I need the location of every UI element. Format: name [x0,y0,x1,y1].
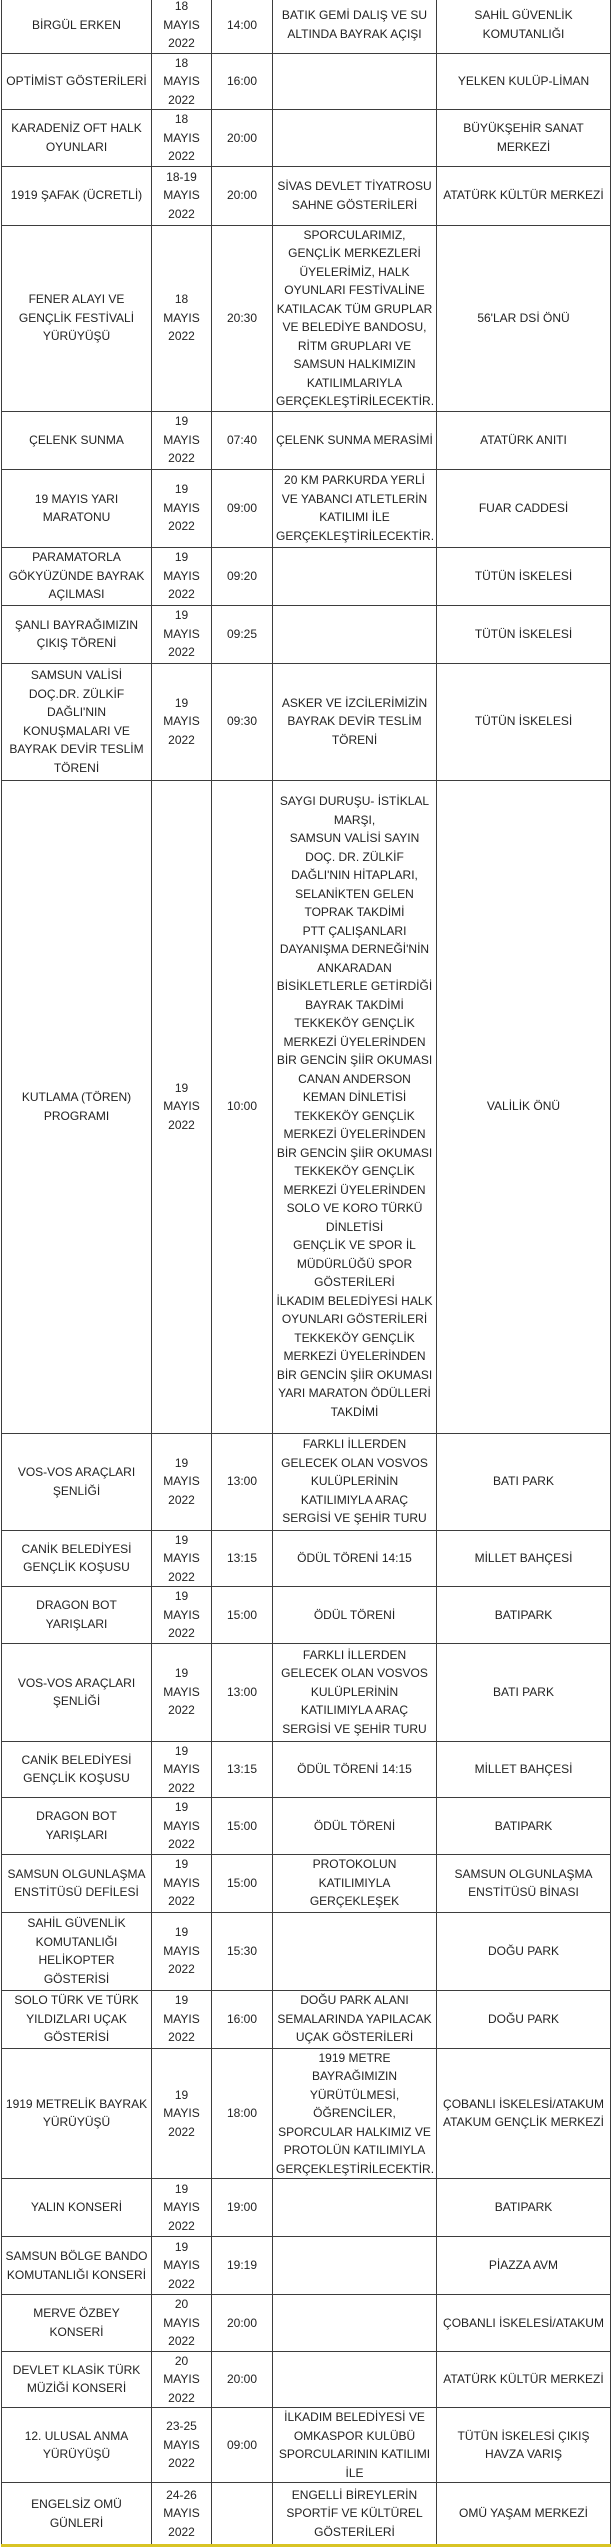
description-cell [273,1433,437,1530]
table-row [2,780,611,1433]
description-cell-text: SİVAS DEVLET TİYATROSU SAHNE GÖSTERİLERİ [277,179,432,212]
place-cell-text: VALİLİK ÖNÜ [486,1099,561,1114]
place-cell [437,2408,611,2483]
event-name-cell [2,1433,152,1530]
time-cell [212,225,273,411]
table-row [2,1587,611,1644]
table-row [2,411,611,469]
description-cell-text: PROTOKOLUN KATILIMIYLA GERÇEKLEŞEK [309,1857,400,1909]
time-cell-text: 13:00 [226,1684,258,1699]
date-cell-text: 19 MAYIS 2022 [163,414,200,466]
time-cell [212,1990,273,2048]
description-cell [273,1912,437,1990]
time-cell-text: 09:30 [226,714,258,729]
event-name-cell-text: SAMSUN BÖLGE BANDO KOMUTANLIĞI KONSERİ [5,2249,148,2282]
time-cell [212,411,273,469]
event-name-cell [2,1798,152,1855]
description-cell-text: BATIK GEMİ DALIŞ VE SU ALTINDA BAYRAK AÇIŞI [281,8,428,41]
date-cell [152,1990,212,2048]
event-name-cell-text: VOS-VOS ARAÇLARI ŞENLİĞİ [17,1465,136,1498]
time-cell [212,1854,273,1912]
date-cell [152,1530,212,1587]
description-cell-text: ÖDÜL TÖRENİ 14:15 [297,1762,412,1776]
place-cell-text: BATI PARK [493,1474,554,1489]
date-cell-text: 18 MAYIS 2022 [163,0,200,50]
time-cell [212,2179,273,2237]
description-cell [273,547,437,605]
place-cell-text: MİLLET BAHÇESİ [474,1762,573,1776]
time-cell [212,1798,273,1855]
place-cell-text: FUAR CADDESİ [478,500,569,515]
table-row [2,166,611,225]
description-cell-text: ASKER VE İZCİLERİMİZİN BAYRAK DEVİR TESLİM TÖRENİ [281,695,428,747]
event-name-cell [2,1912,152,1990]
place-cell-text: OMÜ YAŞAM MERKEZİ [459,2506,588,2521]
description-cell-text: ENGELLİ BİREYLERİN SPORTİF VE KÜLTÜREL GÖSTERİLERİ [286,2487,423,2539]
time-cell [212,469,273,547]
place-cell-text: BATIPARK [494,1818,553,1833]
date-cell-text: 19 MAYIS 2022 [163,1589,200,1640]
date-cell-text: 19 MAYIS 2022 [163,1455,200,1507]
event-name-cell [2,469,152,547]
place-cell [437,1587,611,1644]
date-cell-text: 20 MAYIS 2022 [163,2353,200,2405]
place-cell-text: BATI PARK [493,1684,554,1699]
event-name-cell [2,2483,152,2546]
date-cell-text: 24-26 MAYIS 2022 [163,2487,200,2539]
place-cell [437,2295,611,2352]
date-cell-text: 20 MAYIS 2022 [163,2297,200,2348]
event-name-cell-text: SOLO TÜRK VE TÜRK YILDIZLARI UÇAK GÖSTERİSİ [14,1993,139,2045]
place-cell-text: TÜTÜN İSKELESİ [474,626,573,641]
event-name-cell [2,1741,152,1798]
date-cell [152,110,212,167]
table-row [2,2483,611,2546]
event-name-cell [2,780,152,1433]
description-cell [273,2237,437,2295]
description-cell [273,469,437,547]
date-cell [152,2048,212,2179]
description-cell [273,605,437,663]
date-cell-text: 19 MAYIS 2022 [163,1925,200,1977]
time-cell-text: 20:00 [226,2315,258,2330]
description-cell-text: ÖDÜL TÖRENİ 14:15 [297,1551,412,1565]
place-cell-text: PİAZZA AVM [488,2258,559,2273]
time-cell-text: 15:00 [226,1818,258,1833]
description-cell [273,1587,437,1644]
time-cell [212,1741,273,1798]
description-cell [273,2483,437,2546]
time-cell-text: 09:00 [226,500,258,515]
event-name-cell-text: YALIN KONSERİ [30,2200,123,2215]
table-row [2,225,611,411]
table-row [2,469,611,547]
date-cell-text: 19 MAYIS 2022 [163,2087,200,2139]
event-name-cell [2,2179,152,2237]
time-cell [212,663,273,780]
description-cell-text: ÖDÜL TÖRENİ [313,1607,396,1622]
description-cell-text: FARKLI İLLERDEN GELECEK OLAN VOSVOS KULÜPLERİNİN KATILIMIYLA ARAÇ SERGİSİ VE ŞEHİR TURU [281,1647,428,1736]
date-cell-text: 19 MAYIS 2022 [163,695,200,747]
description-cell [273,0,437,53]
description-cell [273,780,437,1433]
event-name-cell [2,1587,152,1644]
date-cell [152,1587,212,1644]
date-cell-text: 18 MAYIS 2022 [163,55,200,107]
time-cell [212,1587,273,1644]
table-row [2,2179,611,2237]
description-cell [273,1854,437,1912]
event-name-cell-text: DRAGON BOT YARIŞLARI [36,1598,117,1631]
place-cell [437,2483,611,2546]
place-cell [437,1854,611,1912]
time-cell [212,110,273,167]
place-cell-text: 56'LAR DSİ ÖNÜ [477,310,570,325]
event-name-cell-text: SAMSUN OLGUNLAŞMA ENSTİTÜSÜ DEFİLESİ [7,1866,146,1899]
place-cell [437,1912,611,1990]
event-name-cell-text: ŞANLI BAYRAĞIMIZIN ÇIKIŞ TÖRENİ [14,617,139,650]
description-cell [273,2408,437,2483]
time-cell-text: 10:00 [226,1099,258,1114]
place-cell [437,1741,611,1798]
date-cell [152,1912,212,1990]
time-cell-text: 20:00 [226,2372,258,2386]
place-cell [437,547,611,605]
description-cell [273,2048,437,2179]
date-cell [152,780,212,1433]
place-cell [437,605,611,663]
event-name-cell-text: KARADENİZ OFT HALK OYUNLARI [11,121,142,154]
description-cell [273,53,437,110]
place-cell-text: SAHİL GÜVENLİK KOMUTANLIĞI [474,8,573,41]
description-cell-text: İLKADIM BELEDİYESİ VE OMKASPOR KULÜBÜ SPORCULARININ KATILIMI İLE [278,2410,431,2480]
event-name-cell-text: VOS-VOS ARAÇLARI ŞENLİĞİ [17,1675,136,1708]
place-cell [437,1433,611,1530]
description-cell [273,1741,437,1798]
event-name-cell [2,547,152,605]
table-row [2,2351,611,2408]
table-row [2,1990,611,2048]
time-cell-text: 18:00 [226,2106,258,2120]
description-cell [273,1530,437,1587]
date-cell [152,547,212,605]
time-cell-text: 13:00 [226,1474,258,1489]
table-row [2,2048,611,2179]
description-cell [273,225,437,411]
event-name-cell-text: BİRGÜL ERKEN [32,17,121,32]
event-name-cell [2,411,152,469]
time-cell-text: 07:40 [226,432,258,447]
description-cell [273,1643,437,1741]
date-cell [152,2295,212,2352]
event-name-cell-text: CANİK BELEDİYESİ GENÇLİK KOŞUSU [21,1752,132,1786]
description-cell-text: FARKLI İLLERDEN GELECEK OLAN VOSVOS KULÜPLERİNİN KATILIMIYLA ARAÇ SERGİSİ VE ŞEHİR TURU [281,1437,428,1526]
table-row [2,1798,611,1855]
time-cell [212,166,273,225]
event-name-cell [2,225,152,411]
table-row [2,1530,611,1587]
event-name-cell [2,166,152,225]
event-name-cell-text: DEVLET KLASİK TÜRK MÜZİĞİ KONSERİ [12,2362,141,2396]
event-name-cell-text: 19 MAYIS YARI MARATONU [34,491,119,524]
place-cell [437,1990,611,2048]
time-cell-text: 16:00 [226,2011,258,2026]
event-name-cell [2,2048,152,2179]
place-cell [437,225,611,411]
place-cell [437,469,611,547]
date-cell [152,1643,212,1741]
place-cell-text: ÇOBANLI İSKELESİ/ATAKUM [443,2315,604,2330]
event-schedule-table [1,0,611,2547]
event-name-cell [2,1530,152,1587]
time-cell-text: 20:30 [226,310,258,325]
time-cell [212,1643,273,1741]
event-name-cell-text: 12. ULUSAL ANMA YÜRÜYÜŞÜ [24,2428,129,2461]
date-cell-text: 19 MAYIS 2022 [163,1080,200,1132]
description-cell [273,166,437,225]
date-cell [152,469,212,547]
event-name-cell [2,1990,152,2048]
time-cell-text: 13:15 [226,1762,258,1776]
place-cell [437,1798,611,1855]
time-cell-text: 09:20 [226,568,258,583]
place-cell [437,780,611,1433]
place-cell [437,0,611,53]
event-name-cell [2,0,152,53]
place-cell-text: TÜTÜN İSKELESİ [474,568,573,583]
place-cell-text: TÜTÜN İSKELESİ ÇIKIŞ HAVZA VARIŞ [457,2428,590,2461]
time-cell [212,780,273,1433]
event-name-cell [2,2351,152,2408]
time-cell-text: 20:00 [226,130,258,145]
table-row [2,1854,611,1912]
date-cell-text: 19 MAYIS 2022 [163,608,200,660]
date-cell [152,1854,212,1912]
event-name-cell [2,605,152,663]
event-name-cell-text: 1919 ŞAFAK (ÜCRETLİ) [10,188,143,203]
place-cell [437,166,611,225]
place-cell-text: DOĞU PARK [487,1943,560,1958]
description-cell [273,1990,437,2048]
date-cell-text: 19 MAYIS 2022 [163,1532,200,1584]
event-name-cell-text: ENGELSİZ OMÜ GÜNLERİ [31,2497,122,2530]
date-cell-text: 19 MAYIS 2022 [163,2239,200,2291]
event-name-cell [2,110,152,167]
date-cell [152,605,212,663]
event-name-cell [2,2295,152,2352]
place-cell-text: DOĞU PARK [487,2011,560,2026]
place-cell [437,663,611,780]
table-row [2,2237,611,2295]
date-cell-text: 18-19 MAYIS 2022 [163,169,200,221]
date-cell-text: 19 MAYIS 2022 [163,1666,200,1718]
event-name-cell-text: SAMSUN VALİSİ DOÇ.DR. ZÜLKİF DAĞLI'NIN KONUŞMALARI VE BAYRAK DEVİR TESLİM TÖRENİ [9,668,144,775]
place-cell-text: YELKEN KULÜP-LİMAN [457,74,590,88]
time-cell-text: 14:00 [226,17,258,32]
time-cell-text: 19:00 [226,2200,258,2215]
time-cell-text: 09:25 [226,626,258,641]
table-row [2,663,611,780]
place-cell-text: ATATÜRK ANITI [480,432,567,447]
time-cell-text: 13:15 [226,1551,258,1565]
date-cell-text: 18 MAYIS 2022 [163,112,200,163]
place-cell-text: BATIPARK [494,2200,553,2215]
date-cell-text: 23-25 MAYIS 2022 [163,2419,200,2471]
time-cell-text: 15:00 [226,1875,258,1890]
description-cell [273,2179,437,2237]
date-cell-text: 18 MAYIS 2022 [163,292,200,344]
event-name-cell [2,2237,152,2295]
event-name-cell [2,2408,152,2483]
place-cell-text: SAMSUN OLGUNLAŞMA ENSTİTÜSÜ BİNASI [454,1866,593,1899]
time-cell-text: 19:19 [226,2258,258,2273]
time-cell [212,2483,273,2546]
table-row [2,1912,611,1990]
event-name-cell-text: FENER ALAYI VE GENÇLİK FESTİVALİ YÜRÜYÜŞÜ [18,292,135,344]
date-cell [152,1741,212,1798]
table-row [2,1643,611,1741]
date-cell [152,53,212,110]
date-cell [152,2483,212,2546]
table-row [2,0,611,53]
time-cell-text: 20:00 [226,188,258,203]
place-cell-text: ATATÜRK KÜLTÜR MERKEZİ [443,2372,604,2386]
date-cell [152,411,212,469]
date-cell-text: 19 MAYIS 2022 [163,2181,200,2233]
place-cell-text: ÇOBANLI İSKELESİ/ATAKUM ATAKUM GENÇLİK MERKEZİ [443,2096,604,2130]
event-name-cell-text: CANİK BELEDİYESİ GENÇLİK KOŞUSU [21,1541,132,1575]
date-cell [152,0,212,53]
date-cell [152,166,212,225]
event-name-cell-text: SAHİL GÜVENLİK KOMUTANLIĞI HELİKOPTER GÖSTERİSİ [27,1916,126,1986]
time-cell [212,605,273,663]
date-cell-text: 19 MAYIS 2022 [163,1993,200,2045]
date-cell [152,663,212,780]
description-cell [273,1798,437,1855]
description-cell-text: DOĞU PARK ALANI SEMALARINDA YAPILACAK UÇAK GÖSTERİLERİ [277,1993,432,2045]
description-cell [273,2295,437,2352]
table-row [2,110,611,167]
date-cell-text: 19 MAYIS 2022 [163,1857,200,1909]
event-name-cell-text: 1919 METRELİK BAYRAK YÜRÜYÜŞÜ [5,2096,148,2130]
time-cell [212,2408,273,2483]
event-name-cell-text: PARAMATORLA GÖKYÜZÜNDE BAYRAK AÇILMASI [8,550,145,602]
place-cell-text: MİLLET BAHÇESİ [474,1551,573,1565]
date-cell [152,2351,212,2408]
event-name-cell [2,1854,152,1912]
date-cell [152,1798,212,1855]
time-cell [212,2351,273,2408]
event-name-cell-text: KUTLAMA (TÖREN) PROGRAMI [21,1090,132,1123]
place-cell-text: BÜYÜKŞEHİR SANAT MERKEZİ [463,121,584,154]
description-cell-text: ÇELENK SUNMA MERASİMİ [276,432,433,447]
description-cell-text: 20 KM PARKURDA YERLİ VE YABANCI ATLETLERİN KATILIMI İLE GERÇEKLEŞTİRİLECEKTİR. [276,473,435,543]
place-cell [437,2179,611,2237]
table-row [2,547,611,605]
date-cell-text: 19 MAYIS 2022 [163,1800,200,1851]
time-cell [212,1530,273,1587]
description-cell [273,663,437,780]
date-cell [152,2237,212,2295]
place-cell [437,1643,611,1741]
time-cell [212,1912,273,1990]
description-cell-text: SPORCULARIMIZ, GENÇLİK MERKEZLERİ ÜYELERİMİZ, HALK OYUNLARI FESTİVALİNE KATILACAK TÜM GRUPLAR VE BELEDİYE BANDOSU, RİTM GRUPLARI VE SAMSUN HALKIMIZIN KATILIMLARIYLA GERÇEKLEŞTİRİLECEKTİR. [276,227,435,408]
time-cell-text: 16:00 [226,74,258,88]
place-cell [437,110,611,167]
event-name-cell-text: OPTİMİST GÖSTERİLERİ [6,74,147,88]
event-name-cell-text: DRAGON BOT YARIŞLARI [36,1809,117,1842]
place-cell [437,2237,611,2295]
table-row [2,605,611,663]
place-cell-text: TÜTÜN İSKELESİ [474,714,573,729]
date-cell-text: 19 MAYIS 2022 [163,482,200,534]
description-cell-text: 1919 METRE BAYRAĞIMIZIN YÜRÜTÜLMESİ, ÖĞRENCİLER, SPORCULAR HALKIMIZ VE PROTOLÜN KATILIMIYLA GERÇEKLEŞTİRİLECEKTİR. [276,2050,435,2176]
time-cell-text: 15:30 [226,1943,258,1958]
place-cell [437,1530,611,1587]
place-cell [437,411,611,469]
place-cell [437,2048,611,2179]
time-cell [212,2237,273,2295]
table-row [2,2408,611,2483]
time-cell [212,53,273,110]
description-cell [273,2351,437,2408]
time-cell-text: 09:00 [226,2437,258,2452]
event-name-cell [2,1643,152,1741]
table-row [2,1433,611,1530]
description-cell-text: SAYGI DURUŞU- İSTİKLAL MARŞI, SAMSUN VALİSİ SAYIN DOÇ. DR. ZÜLKİF DAĞLI'NIN HİTAPLARI, SELANİKTEN GELEN TOPRAK TAKDİMİ PTT ÇALIŞANLARI DAYANIŞMA DERNEĞİ'NİN ANKARADAN BİSİKLETLERLE GETİRDİĞİ BAYRAK TAKDİMİ TEKKEKÖY GENÇLİK MERKEZİ ÜYELERİNDEN BİR GENCİN ŞİİR OKUMASI CANAN ANDERSON KEMAN DİNLETİSİ TEKKEKÖY GENÇLİK MERKEZİ ÜYELERİNDEN BİR GENCİN ŞİİR OKUMASI TEKKEKÖY GENÇLİK MERKEZİ ÜYELERİNDEN SOLO VE KORO TÜRKÜ DİNLETİSİ GENÇLİK VE SPOR İL MÜDÜRLÜĞÜ SPOR GÖSTERİLERİ İLKADIM BELEDİYESİ HALK OYUNLARI GÖSTERİLERİ TEKKEKÖY GENÇLİK MERKEZİ ÜYELERİNDEN BİR GENCİN ŞİİR OKUMASI YARI MARATON ÖDÜLLERİ TAKDİMİ [276,794,433,1419]
date-cell [152,2408,212,2483]
event-name-cell [2,53,152,110]
event-name-cell [2,663,152,780]
time-cell [212,2295,273,2352]
table-row [2,53,611,110]
place-cell [437,2351,611,2408]
date-cell-text: 19 MAYIS 2022 [163,550,200,602]
event-name-cell-text: ÇELENK SUNMA [29,432,124,447]
date-cell [152,225,212,411]
time-cell [212,0,273,53]
date-cell [152,1433,212,1530]
event-name-cell-text: MERVE ÖZBEY KONSERİ [33,2306,120,2339]
schedule-body [2,0,611,2546]
description-cell-text: ÖDÜL TÖRENİ [313,1818,396,1833]
time-cell [212,1433,273,1530]
description-cell [273,411,437,469]
table-row [2,2295,611,2352]
description-cell [273,110,437,167]
time-cell [212,2048,273,2179]
place-cell-text: BATIPARK [494,1607,553,1622]
place-cell [437,53,611,110]
time-cell-text: 15:00 [226,1607,258,1622]
date-cell-text: 19 MAYIS 2022 [163,1743,200,1795]
place-cell-text: ATATÜRK KÜLTÜR MERKEZİ [443,188,604,203]
time-cell [212,547,273,605]
date-cell [152,2179,212,2237]
table-row [2,1741,611,1798]
